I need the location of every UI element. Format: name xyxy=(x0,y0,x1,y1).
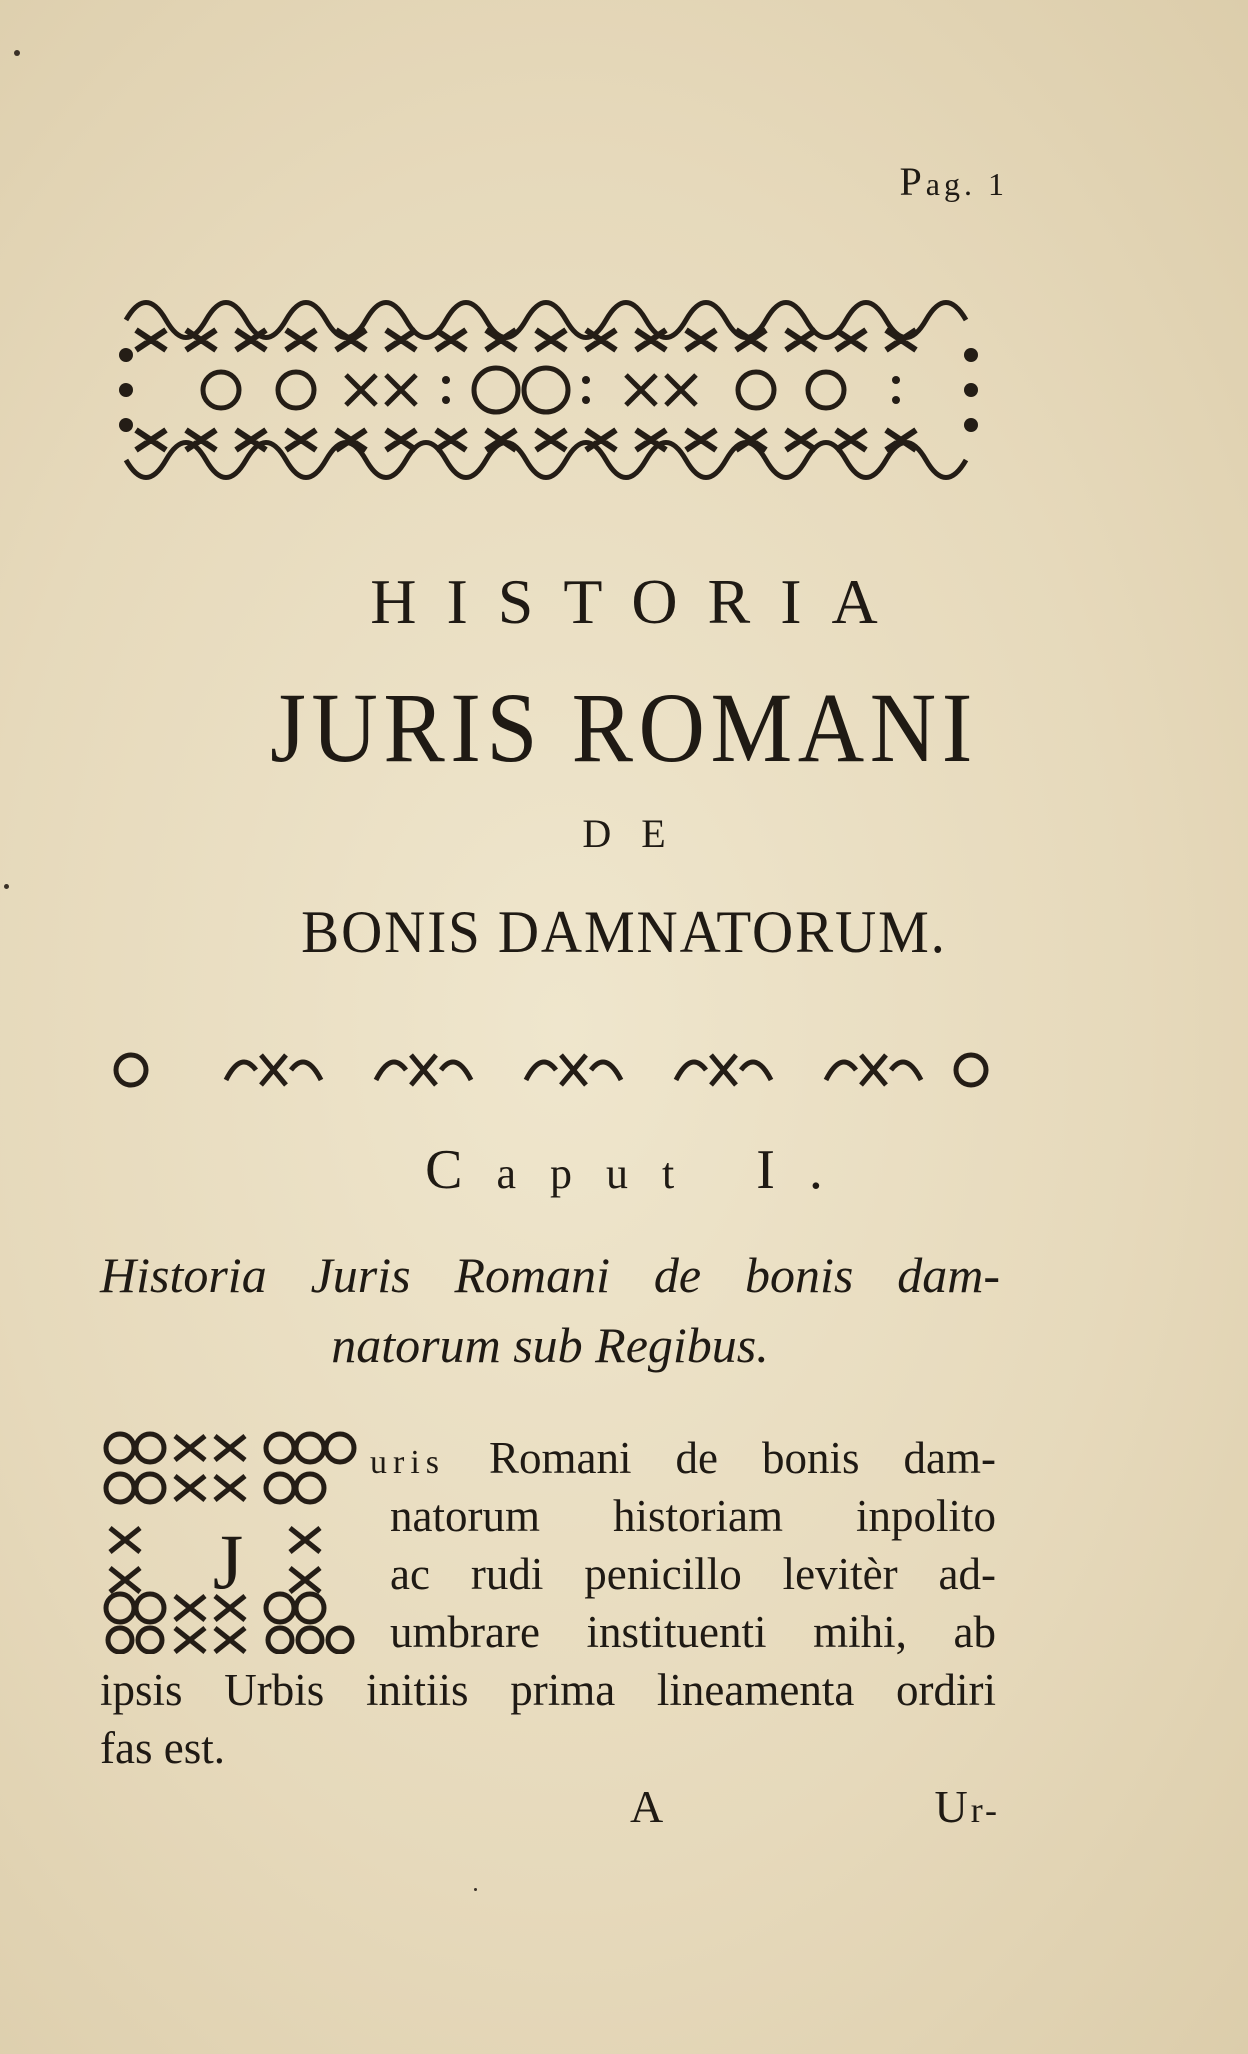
paper-speck xyxy=(4,884,9,889)
body-text-line: fas est. xyxy=(100,1723,225,1773)
paper-speck xyxy=(14,50,20,56)
title-line-de: DE xyxy=(582,811,696,856)
drop-cap-initial: J xyxy=(212,1518,244,1605)
chapter-subtitle-line: Historia Juris Romani de bonis dam- xyxy=(100,1247,1000,1303)
signature-mark: A xyxy=(630,1781,664,1832)
body-text-line: ipsis Urbis initiis prima lineamenta ordiri xyxy=(100,1665,996,1715)
title-line-juris-romani: JURIS ROMANI xyxy=(270,672,978,783)
headpiece-ornament xyxy=(106,280,996,490)
catchword: Ur- xyxy=(934,1781,1000,1832)
body-text-line: ac rudi penicillo levitèr ad- xyxy=(390,1549,996,1599)
chapter-heading: Caput I. xyxy=(425,1139,857,1201)
paper-speck xyxy=(474,1888,477,1891)
body-text-line: umbrare instituenti mihi, ab xyxy=(390,1607,996,1657)
title-line-bonis-damnatorum: BONIS DAMNATORUM. xyxy=(301,899,947,965)
page-number-header: Pag. 1 xyxy=(899,159,1008,204)
initial-frame-ornament xyxy=(100,1428,358,1654)
body-text-line: uris Romani de bonis dam- xyxy=(370,1433,996,1483)
title-line-historia: HISTORIA xyxy=(370,566,908,637)
chapter-subtitle-line: natorum sub Regibus. xyxy=(331,1317,769,1373)
body-text-line: natorum historiam inpolito xyxy=(390,1491,996,1541)
divider-ornament xyxy=(106,1045,996,1095)
